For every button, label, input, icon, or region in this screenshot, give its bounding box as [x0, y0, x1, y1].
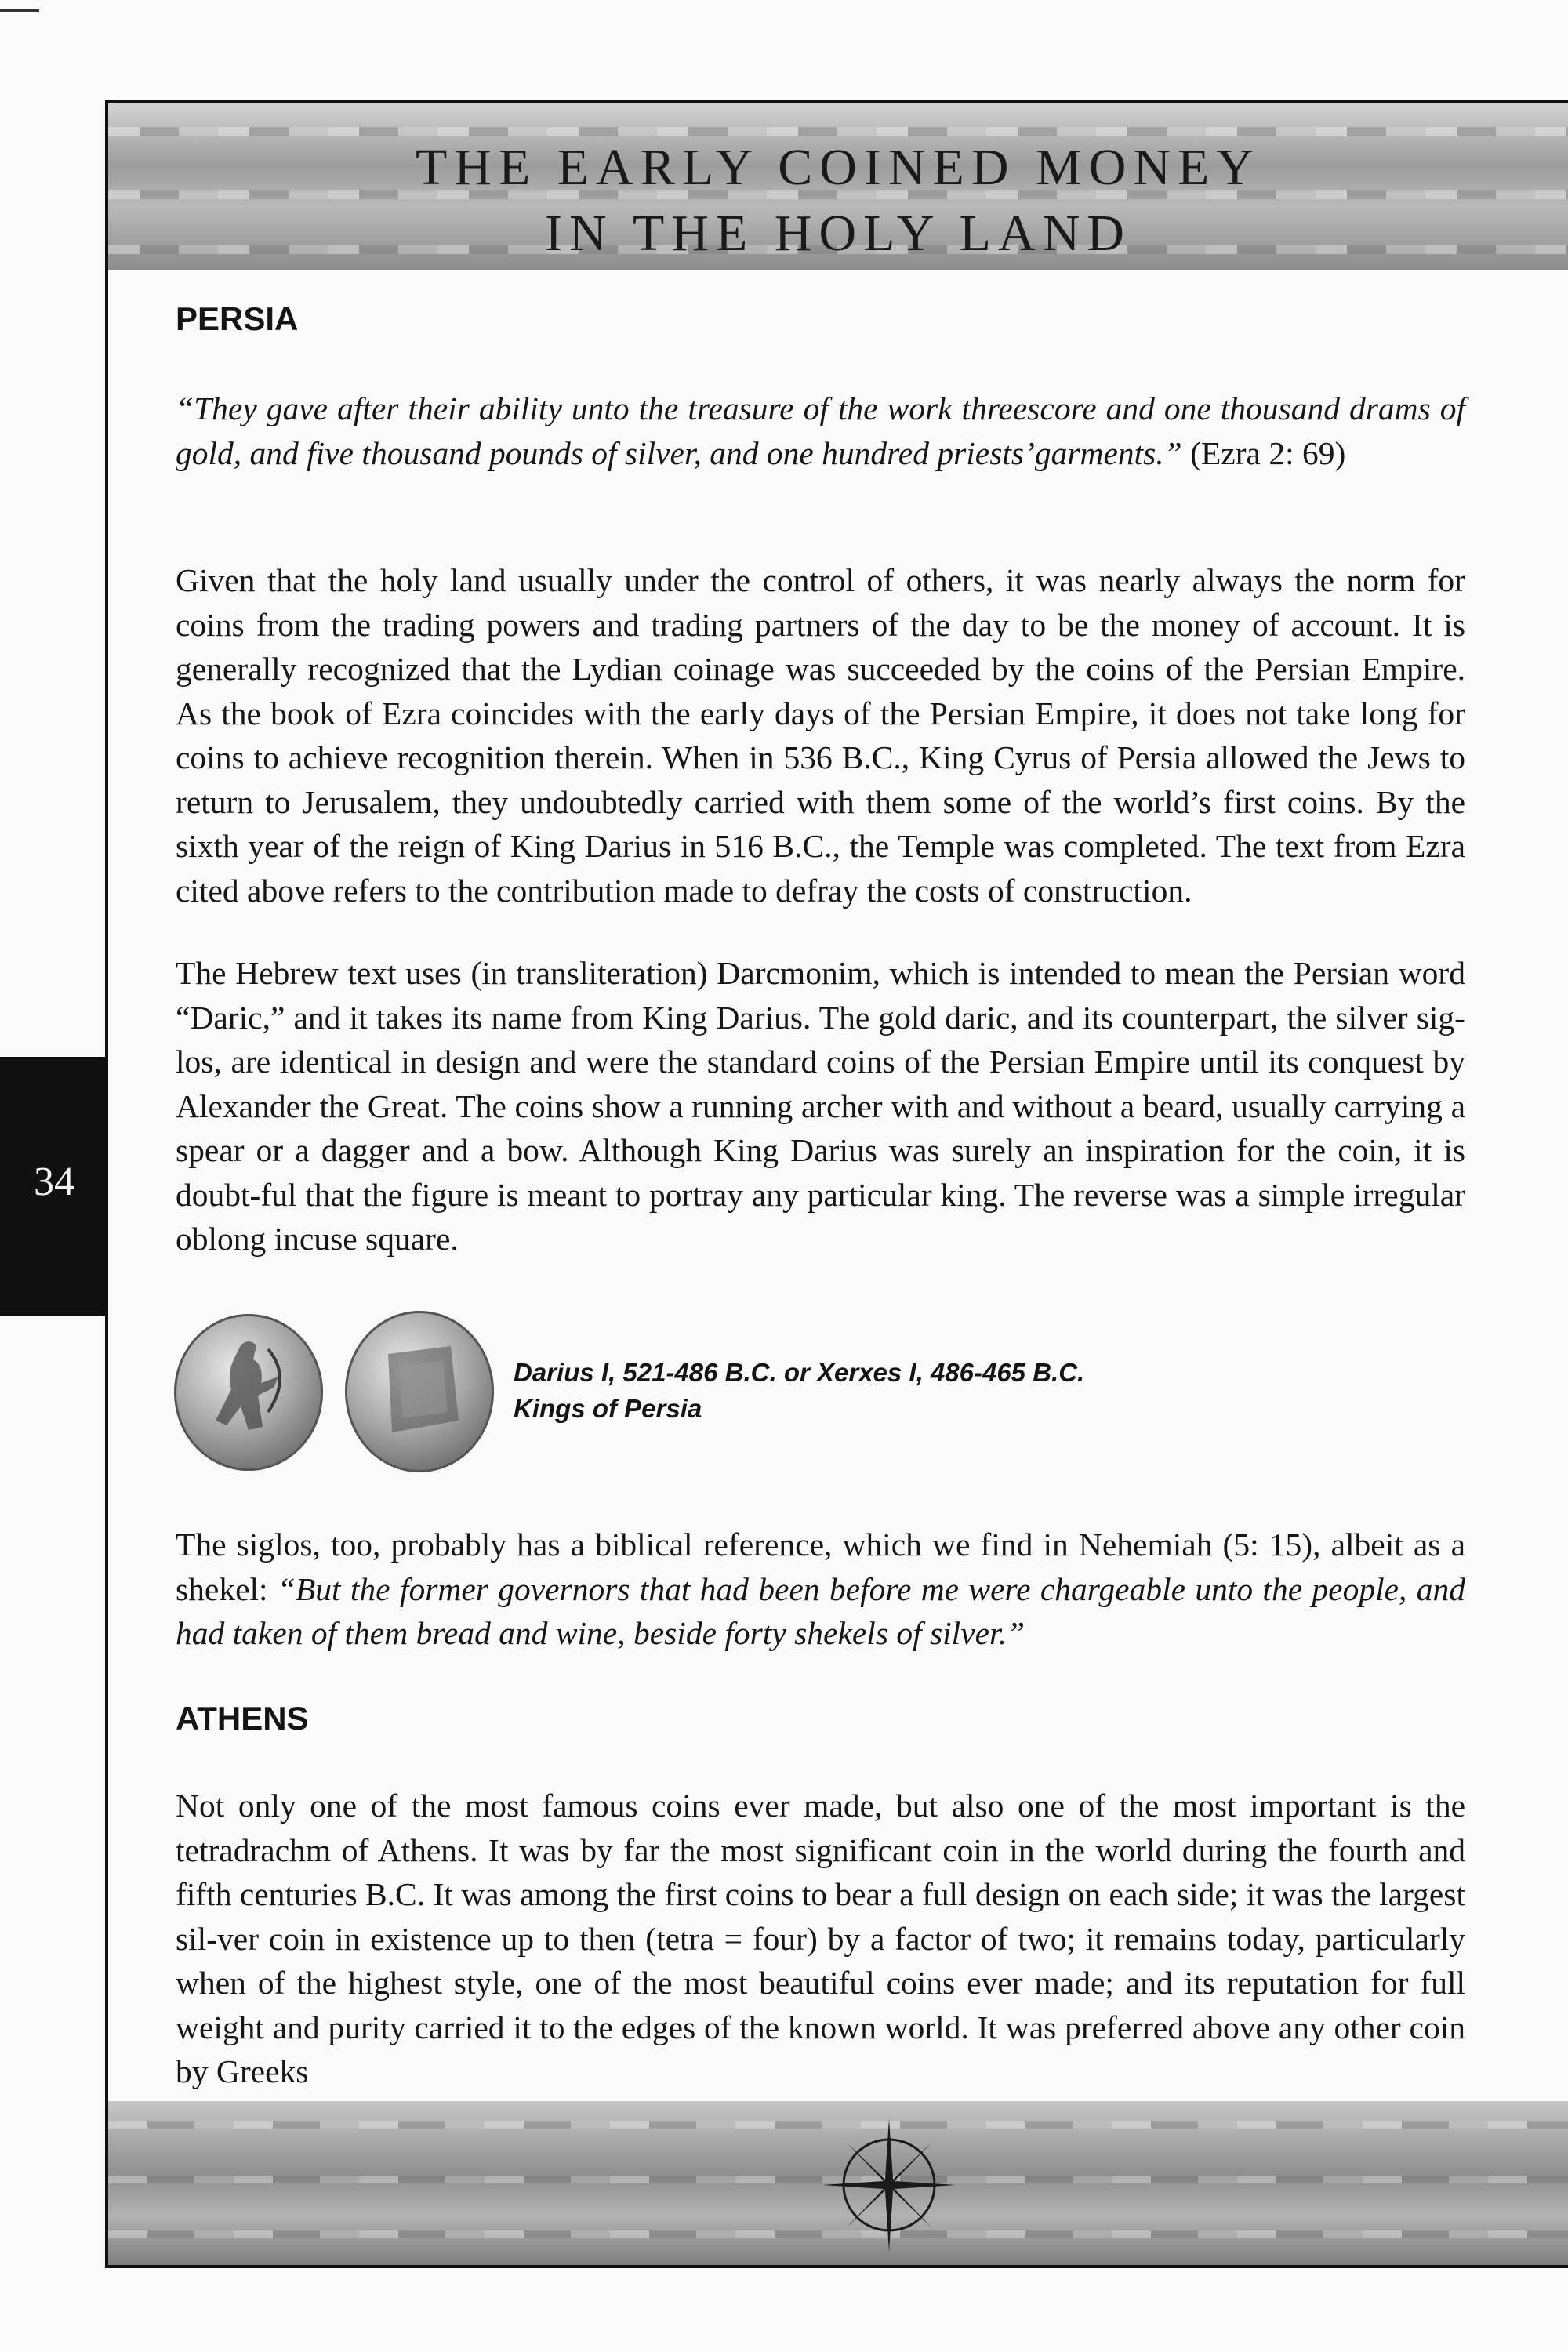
paragraph-3-text: The siglos, too, probably has a biblical reference, which we find in Nehemiah (5: 15), albeit as a shekel:	[176, 1526, 1465, 1607]
title-line-2: IN THE HOLY LAND	[545, 205, 1131, 262]
page-title	[108, 135, 1568, 267]
persia-paragraph-2: The Hebrew text uses (in transliteration) Darcmonim, which is intended to mean the Persian word “Daric,” and it takes its name from King Darius. The gold daric, and its counterpart, the silver sig-los, are identical in design and were the standard coins of the Persian Empire until its conquest by Alexander the Great. The coins show a running archer with and without a beard, usually carrying a spear or a dagger and a bow. Although King Darius was surely an inspiration for the coin, it is doubt-ful that the figure is meant to portray any particular king. The reverse was a simple irregular oblong incuse square.	[176, 955, 1465, 1257]
athens-paragraph-1: Not only one of the most famous coins ever made, but also one of the most important is the tetradrachm of Athens. It was by far the most significant coin in the world during the fourth and fifth centuries B.C. It was among the first coins to bear a full design on each side; it was the largest sil-ver coin in existence up to then (tetra = four) by a factor of two; it remains today, particularly when of the highest style, one of the most beautiful coins ever made; and its reputation for full weight and purity carried it to the edges of the known world. It was preferred above any other coin by Greeks	[176, 1788, 1465, 2089]
caption-line-2: Kings of Persia	[514, 1394, 702, 1423]
page-number: 34	[34, 1160, 74, 1204]
title-line-1: THE EARLY COINED MONEY	[415, 139, 1261, 196]
section-heading-athens: ATHENS	[176, 1700, 309, 1737]
caption-line-1: Darius I, 521-486 B.C. or Xerxes I, 486-465 B.C.	[514, 1358, 1085, 1387]
persia-quote	[176, 387, 1465, 475]
quote-reference: (Ezra 2: 69)	[1181, 434, 1346, 471]
footer-banner	[108, 2101, 1568, 2265]
compass-rose-icon	[822, 2118, 956, 2252]
coin-obverse-image	[174, 1314, 323, 1471]
persia-paragraph-3	[176, 1523, 1465, 1656]
section-heading-persia: PERSIA	[176, 300, 299, 337]
coin-reverse-image	[345, 1311, 494, 1472]
quote-text: “They gave after their ability unto the treasure of the work threescore and one thousand drams of gold, and five thousand pounds of silver, and one hundred priests’garments.”	[176, 390, 1465, 471]
persia-paragraph-1: Given that the holy land usually under the control of others, it was nearly always the norm for coins from the trading powers and trading partners of the day to be the money of account. It is generally recognized that the Lydian coinage was succeeded by the coins of the Persian Empire. As the book of Ezra coincides with the early days of the Persian Empire, it does not take long for coins to achieve recognition therein. When in 536 B.C., King Cyrus of Persia allowed the Jews to return to Jerusalem, they undoubtedly carried with them some of the world’s first coins. By the sixth year of the reign of King Darius in 516 B.C., the Temple was completed. The text from Ezra cited above refers to the contribution made to defray the costs of construction.	[176, 562, 1465, 909]
header-banner	[108, 103, 1568, 270]
incuse-square-icon	[345, 1311, 494, 1472]
archer-figure-icon	[174, 1314, 323, 1471]
coin-caption	[514, 1355, 1084, 1427]
corner-mark	[0, 9, 39, 12]
page-number-tab	[0, 1057, 108, 1316]
nehemiah-quote: “But the former governors that had been before me were chargeable unto the people, and had taken of them bread and wine, beside forty shekels of silver.”	[176, 1570, 1465, 1651]
